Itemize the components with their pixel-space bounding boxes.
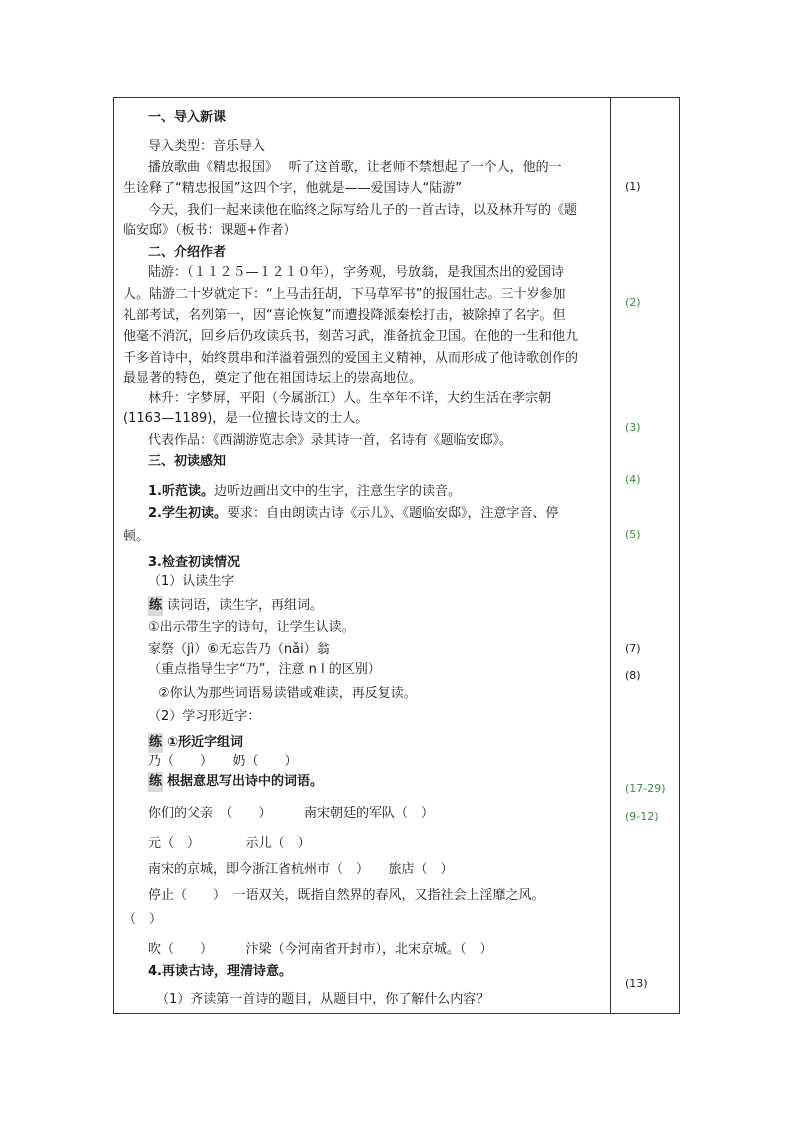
text-line [123, 306, 565, 326]
line-text: ①形近字组词 [167, 735, 244, 750]
text-line [148, 640, 330, 660]
line-text: 代表作品：《西湖游览志余》录其诗一首，名诗有《题临安邸》。 [148, 433, 513, 448]
margin-note: (7) [625, 642, 641, 655]
practice-tag: 练 [148, 772, 163, 792]
line-text: 二、介绍作者 [148, 245, 227, 260]
line-text: 根据意思写出诗中的词语。 [167, 774, 324, 789]
text-line [148, 482, 461, 502]
margin-note: (8) [625, 669, 641, 682]
practice-tag: 练 [148, 733, 163, 753]
text-line [148, 243, 226, 263]
line-text: 顿。 [123, 529, 150, 544]
text-line [148, 553, 240, 573]
text-line [148, 772, 323, 792]
line-text: 三、初读感知 [148, 454, 227, 469]
margin-note: (3) [625, 421, 641, 434]
line-text: 1.听范读。边听边画出文中的生字，注意生字的读音。 [148, 484, 461, 499]
text-line [123, 910, 162, 930]
text-line [148, 618, 355, 638]
line-text: （1）齐读第一首诗的题目，从题目中，你了解什么内容？ [156, 992, 490, 1007]
line-text: 吹（ ） 汴梁（今河南省开封市），北宋京城。（ ） [148, 942, 493, 957]
text-line [148, 263, 564, 283]
line-text: 乃（ ） 奶（ ） [148, 754, 298, 769]
line-text: 礼部考试，名列第一，因“喜论恢复”而遭投降派秦桧打击，被除掉了名字。但 [123, 308, 566, 323]
text-line [148, 572, 234, 592]
text-line [148, 834, 311, 854]
text-line [148, 886, 545, 906]
margin-note: (4) [625, 473, 641, 486]
margin-note: (1) [625, 180, 641, 193]
line-text: (1163—1189)，是一位擅长诗文的士人。 [123, 411, 369, 426]
text-line [123, 409, 368, 429]
text-line [123, 327, 578, 347]
line-text: （2）学习形近字： [148, 709, 261, 724]
line-text: 陆游：（１１２５—１２１０年），字务观，号放翁，是我国杰出的爱国诗 [148, 265, 565, 280]
line-text: 家祭（jì）⑥无忘告乃（nǎi）翁 [148, 642, 330, 657]
text-line [123, 179, 462, 199]
line-text: 导入类型：音乐导入 [148, 139, 266, 154]
margin-note: (2) [625, 296, 641, 309]
margin-note: (5) [625, 528, 641, 541]
margin-note: (13) [625, 977, 648, 990]
line-text: 临安邸》（板书：课题+作者） [123, 223, 297, 238]
text-line [148, 504, 559, 524]
line-text: 2.学生初读。要求：自由朗读古诗《示儿》、《题临安邸》，注意字音、停 [148, 506, 559, 521]
text-line [123, 369, 422, 389]
line-text: （1）认读生字 [148, 574, 235, 589]
practice-tag: 练 [148, 596, 163, 616]
margin-note: (17-29) [625, 782, 666, 795]
text-line [148, 804, 434, 824]
text-line [123, 221, 296, 241]
text-line [148, 752, 298, 772]
line-text: 他毫不消沉，回乡后仍攻读兵书，刻苦习武，准备抗金卫国。在他的一生和他九 [123, 329, 579, 344]
margin-note: (9-12) [625, 810, 659, 823]
text-line [148, 596, 323, 616]
line-text: 3.检查初读情况 [148, 555, 240, 570]
line-text: 播放歌曲《精忠报国》 听了这首歌，让老师不禁想起了一个人，他的一 [148, 160, 562, 175]
table-column-divider [610, 97, 611, 1014]
line-text: 生诠释了“精忠报国”这四个字，他就是——爱国诗人“陆游” [123, 181, 462, 196]
text-line [148, 660, 381, 680]
text-line [148, 452, 226, 472]
text-line [148, 707, 260, 727]
line-text: 林升：字梦屏，平阳（今属浙江）人。生卒年不详，大约生活在孝宗朝 [148, 391, 552, 406]
text-line [148, 158, 562, 178]
text-line [123, 527, 149, 547]
line-text: 一、导入新课 [148, 110, 227, 125]
text-line [148, 108, 226, 128]
line-text: ②你认为那些词语易读错或难读，再反复读。 [158, 686, 417, 701]
line-text: 元（ ） 示儿（ ） [148, 836, 311, 851]
line-text: 你们的父亲 （ ） 南宋朝廷的军队（ ） [148, 806, 435, 821]
line-text: 人。陆游二十岁就定下：“上马击狂胡，下马草军书”的报国壮志。三十岁参加 [123, 287, 566, 302]
line-text: 千多首诗中，始终贯串和洋溢着强烈的爱国主义精神，从而形成了他诗歌创作的 [123, 351, 579, 366]
text-line [148, 940, 493, 960]
line-text: （ ） [123, 912, 163, 927]
text-line [148, 431, 512, 451]
text-line [148, 137, 265, 157]
text-line [148, 389, 551, 409]
line-text: 读词语，读生字，再组词。 [167, 598, 324, 613]
text-line [123, 349, 578, 369]
text-line [148, 860, 454, 880]
text-line [148, 201, 577, 221]
text-line [148, 962, 292, 982]
line-text: 4.再读古诗，理清诗意。 [148, 964, 292, 979]
text-line [148, 733, 243, 753]
line-text: 最显著的特色，奠定了他在祖国诗坛上的崇高地位。 [123, 371, 423, 386]
line-text: 南宋的京城，即今浙江省杭州市（ ） 旅店（ ） [148, 862, 454, 877]
line-text: 停止（ ） 一语双关，既指自然界的春风，又指社会上淫靡之风。 [148, 888, 545, 903]
line-text: （重点指导生字“乃”，注意 n l 的区别） [148, 662, 381, 677]
text-line [156, 990, 489, 1010]
line-text: 今天，我们一起来读他在临终之际写给儿子的一首古诗，以及林升写的《题 [148, 203, 578, 218]
line-text: ①出示带生字的诗句，让学生认读。 [148, 620, 355, 635]
text-line [123, 285, 565, 305]
text-line [158, 684, 417, 704]
